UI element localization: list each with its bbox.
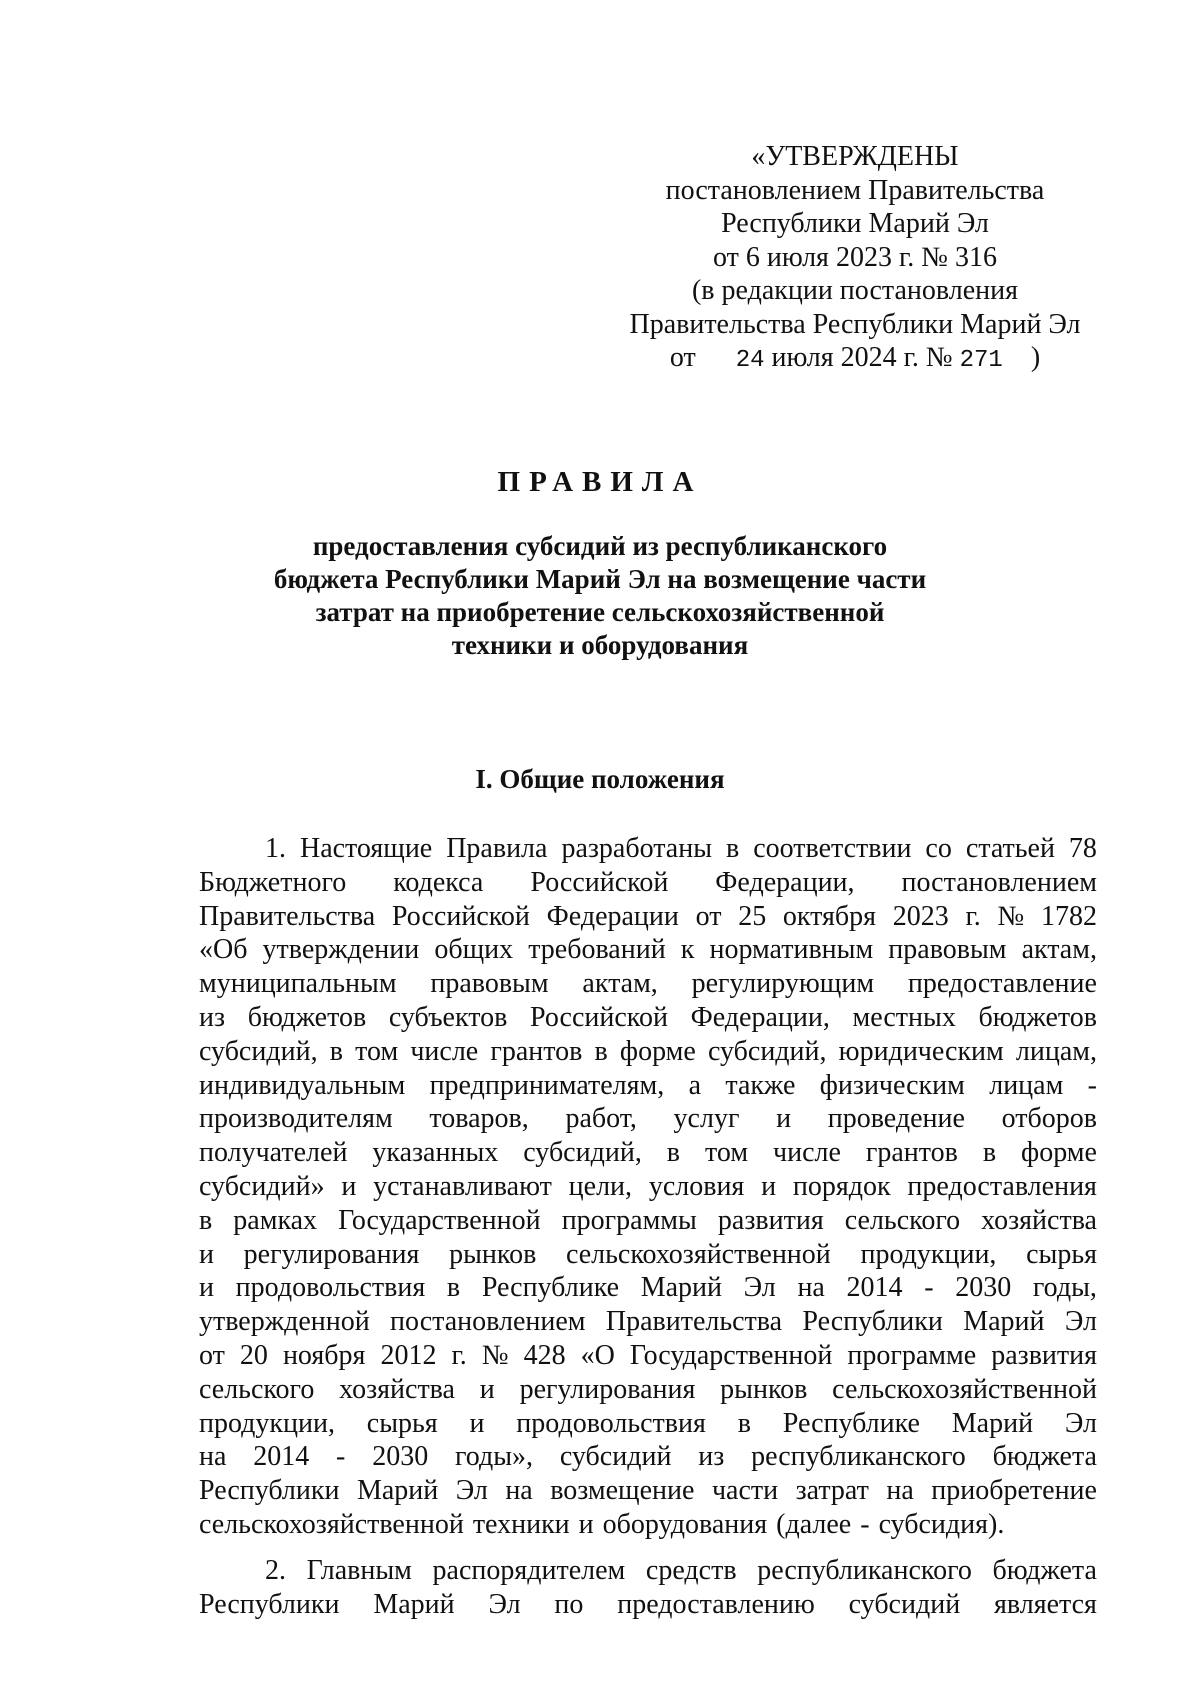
paragraph-2 <box>199 1554 1097 1622</box>
word: 2030 <box>955 1272 1012 1304</box>
word: бюджета <box>992 1555 1097 1586</box>
paragraph-line <box>199 1136 1097 1170</box>
word: том <box>355 1035 399 1067</box>
word: Настоящие <box>299 833 433 864</box>
word: соответствии <box>753 833 912 864</box>
word: Республики <box>199 1475 340 1507</box>
word: индивидуальным <box>199 1069 406 1101</box>
word: от <box>695 900 722 932</box>
word: товаров, <box>429 1103 529 1135</box>
word: техники <box>472 1508 570 1540</box>
word: и <box>199 1272 214 1304</box>
word: программы <box>561 1204 697 1236</box>
word: Марий <box>640 1272 722 1304</box>
word: затрат <box>795 1475 869 1507</box>
word: форме <box>1021 1137 1097 1169</box>
word: на <box>199 1441 227 1473</box>
word: 2014 <box>846 1272 903 1304</box>
paragraph-line <box>199 1554 1097 1588</box>
word: развития <box>991 1339 1097 1371</box>
word: и <box>776 1103 792 1135</box>
paragraph-line <box>199 1373 1097 1407</box>
word: продовольствия <box>235 1272 426 1304</box>
approval-date-prefix: от <box>669 342 696 373</box>
word: продукции, <box>199 1407 335 1439</box>
approval-date-number: 271 <box>959 347 1003 374</box>
word: Марий <box>951 1407 1034 1439</box>
word: (далее <box>776 1508 852 1540</box>
word: г. <box>965 900 981 932</box>
word: Бюджетного <box>199 866 347 898</box>
word: к <box>680 934 695 966</box>
subtitle-line: затрат на приобретение сельскохозяйственной <box>315 597 885 627</box>
word: субъектов <box>388 1001 508 1033</box>
approval-line: (в редакции постановления <box>691 275 1019 306</box>
word: регулирующим <box>691 968 875 1000</box>
word: постановлением <box>390 1306 586 1338</box>
word: средств <box>645 1555 737 1586</box>
word: производителям <box>199 1103 393 1135</box>
word: сырья <box>366 1407 438 1439</box>
word: предпринимателям, <box>429 1069 665 1101</box>
paragraph-line <box>199 1407 1097 1441</box>
word: - <box>860 1508 870 1540</box>
word: проведение <box>827 1103 965 1135</box>
word: «О <box>580 1339 615 1371</box>
approval-line: «УТВЕРЖДЕНЫ <box>751 141 959 172</box>
word: Марий <box>356 1475 439 1507</box>
word: общих <box>434 934 514 966</box>
word: Республике <box>782 1407 920 1439</box>
word: указанных <box>372 1137 499 1169</box>
word: приобретение <box>931 1475 1097 1507</box>
word: сельскохозяйственной <box>565 1238 831 1270</box>
word: Эл <box>455 1475 488 1507</box>
approval-line: постановлением Правительства <box>665 174 1045 206</box>
word: в <box>329 1035 343 1067</box>
word: 428 <box>523 1339 566 1371</box>
paragraph-line <box>199 1102 1097 1136</box>
word: актам, <box>582 968 658 1000</box>
word: юридическим <box>838 1035 1004 1067</box>
word: и <box>479 1373 495 1405</box>
word: на <box>886 1475 914 1507</box>
word: возмещение <box>550 1475 695 1507</box>
word: рынков <box>449 1238 537 1270</box>
word: Эл <box>1064 1407 1097 1439</box>
word: сельскохозяйственной <box>832 1373 1097 1405</box>
word: по <box>554 1588 584 1620</box>
word: Главным <box>306 1555 412 1586</box>
word: Государственной <box>629 1339 833 1371</box>
paragraph-line <box>199 900 1097 934</box>
word: сельского <box>199 1373 315 1405</box>
word: бюджетов <box>978 1001 1097 1033</box>
word: Правила <box>446 833 548 864</box>
word: Российской <box>530 866 669 898</box>
word: части <box>711 1475 779 1507</box>
word: правовым <box>430 968 549 1000</box>
word: цели, <box>568 1170 633 1202</box>
word: требований <box>528 934 666 966</box>
word: субсидий, <box>707 1035 827 1067</box>
word: - <box>924 1272 934 1304</box>
word: субсидий, <box>199 1035 318 1067</box>
word: программе <box>847 1339 977 1371</box>
word: числе <box>773 1137 841 1169</box>
word: распорядителем <box>432 1555 626 1586</box>
word: субсидия). <box>878 1508 1005 1540</box>
word: в <box>199 1204 213 1236</box>
word: физическим <box>819 1069 965 1101</box>
document-title: ПРАВИЛА <box>497 466 703 498</box>
word: 2023 <box>892 900 949 932</box>
word: утвержденной <box>199 1306 370 1338</box>
word: устанавливают <box>373 1170 552 1202</box>
word: правовым <box>888 934 1007 966</box>
word: разработаны <box>561 833 713 864</box>
word: регулирования <box>243 1238 420 1270</box>
approval-date-day: 24 <box>735 347 765 374</box>
paragraph-line <box>199 1588 1097 1622</box>
word: - <box>1087 1069 1097 1101</box>
word: кодекса <box>393 866 484 898</box>
word: Марий <box>963 1306 1045 1338</box>
word: и <box>578 1508 594 1540</box>
word: - <box>336 1441 346 1473</box>
approval-block <box>600 140 1110 378</box>
word: регулирования <box>519 1373 696 1405</box>
word: статьей <box>965 833 1055 864</box>
word: г. <box>451 1339 467 1371</box>
paragraph-line <box>199 1508 1097 1542</box>
word: из <box>698 1441 725 1473</box>
word: со <box>925 833 952 864</box>
word: 20 <box>239 1339 268 1371</box>
word: развития <box>717 1204 824 1236</box>
word: в <box>982 1137 997 1169</box>
subtitle-line: техники и оборудования <box>451 630 749 660</box>
word: сырья <box>1026 1238 1097 1270</box>
paragraph-line <box>199 1271 1097 1305</box>
word: Федерации <box>546 900 679 932</box>
word: местных <box>852 1001 956 1033</box>
word: 2030 <box>372 1441 429 1473</box>
word: отборов <box>1001 1103 1097 1135</box>
word: также <box>725 1069 796 1101</box>
word: условия <box>648 1170 745 1202</box>
word: в <box>737 1407 751 1439</box>
paragraph-line <box>199 1440 1097 1474</box>
word: в <box>446 1272 461 1304</box>
word: Российской <box>391 900 530 932</box>
word: предоставление <box>907 968 1097 1000</box>
word: субсидий» <box>199 1170 325 1202</box>
paragraph-line <box>199 1001 1097 1035</box>
document-subtitle <box>0 530 1200 662</box>
word: Эл <box>488 1588 521 1620</box>
word: муниципальным <box>199 968 397 1000</box>
word: форме <box>619 1035 696 1067</box>
word: сельскохозяйственной <box>199 1508 464 1540</box>
word: республиканского <box>751 1441 966 1473</box>
word: Федерации, <box>690 1001 830 1033</box>
paragraph-line <box>199 933 1097 967</box>
word: лицам, <box>1015 1035 1097 1067</box>
word: в <box>594 1035 608 1067</box>
word: хозяйства <box>981 1204 1097 1236</box>
word: № <box>997 900 1025 932</box>
word: а <box>688 1069 702 1101</box>
word: субсидий <box>848 1588 961 1620</box>
paragraph-line <box>199 832 1097 866</box>
word: нормативным <box>709 934 874 966</box>
word: и <box>761 1170 777 1202</box>
word: лицам <box>989 1069 1064 1101</box>
word: и <box>199 1238 214 1270</box>
word: в <box>726 833 740 864</box>
word: годы, <box>1032 1272 1097 1304</box>
paragraph-line <box>199 967 1097 1001</box>
paragraph-line <box>199 1204 1097 1238</box>
word: продукции, <box>860 1238 997 1270</box>
paragraph-line <box>199 866 1097 900</box>
word: 1782 <box>1040 900 1097 932</box>
word: субсидий, <box>523 1137 642 1169</box>
word: продовольствия <box>516 1407 706 1439</box>
word: субсидий <box>559 1441 672 1473</box>
word: оборудования <box>602 1508 768 1540</box>
word: 2. <box>265 1555 286 1586</box>
word: Эл <box>743 1272 776 1304</box>
word: Республики <box>802 1306 943 1338</box>
word: республиканского <box>757 1555 972 1586</box>
word: на <box>505 1475 533 1507</box>
word: от <box>199 1339 225 1371</box>
word: предоставления <box>907 1170 1097 1202</box>
word: услуг <box>673 1103 740 1135</box>
word: бюджетов <box>247 1001 367 1033</box>
word: Правительства <box>605 1306 783 1338</box>
word: 78 <box>1068 833 1097 864</box>
approval-line: Правительства Республики Марий Эл <box>629 308 1081 340</box>
subtitle-line: предоставления субсидий из республиканского <box>312 531 888 561</box>
paragraph-line <box>199 1238 1097 1272</box>
word: грантов <box>865 1137 958 1169</box>
word: годы», <box>455 1441 534 1473</box>
word: рынков <box>720 1373 808 1405</box>
word: хозяйства <box>339 1373 455 1405</box>
word: грантов <box>490 1035 583 1067</box>
word: Марий <box>373 1588 455 1620</box>
word: Российской <box>529 1001 668 1033</box>
paragraph-line <box>199 1035 1097 1069</box>
word: в <box>666 1137 681 1169</box>
word: получателей <box>199 1137 348 1169</box>
word: утверждении <box>262 934 420 966</box>
word: Республики <box>199 1588 340 1620</box>
word: из <box>199 1001 226 1033</box>
word: работ, <box>565 1103 637 1135</box>
word: Федерации, <box>715 866 855 898</box>
word: Республике <box>481 1272 620 1304</box>
paragraph-line <box>199 1170 1097 1204</box>
word: бюджета <box>992 1441 1097 1473</box>
subtitle-line: бюджета Республики Марий Эл на возмещение части <box>273 564 927 594</box>
word: на <box>797 1272 825 1304</box>
word: Эл <box>1064 1306 1097 1338</box>
word: ноября <box>282 1339 366 1371</box>
section-heading: I. Общие положения <box>475 764 725 794</box>
word: Правительства <box>199 900 376 932</box>
word: рамках <box>233 1204 318 1236</box>
word: и <box>469 1407 485 1439</box>
word: 1. <box>265 833 286 864</box>
word: актам, <box>1021 934 1097 966</box>
word: предоставлению <box>617 1588 815 1620</box>
word: № <box>481 1339 509 1371</box>
paragraph-line <box>199 1474 1097 1508</box>
approval-line: Республики Марий Эл <box>721 208 989 239</box>
approval-line: от 6 июля 2023 г. № 316 <box>713 241 997 273</box>
word: октября <box>782 900 877 932</box>
approval-date-middle: июля 2024 г. № <box>771 342 953 373</box>
word: является <box>994 1588 1097 1620</box>
word: числе <box>410 1035 479 1067</box>
paragraph-line <box>199 1069 1097 1103</box>
word: Государственной <box>338 1204 541 1236</box>
word: 25 <box>738 900 767 932</box>
paragraph-line <box>199 1305 1097 1339</box>
approval-date-suffix: ) <box>1030 342 1041 373</box>
word: и <box>341 1170 357 1202</box>
approval-date-line <box>600 341 1110 378</box>
word: 2014 <box>253 1441 310 1473</box>
word: том <box>704 1137 749 1169</box>
paragraph-1 <box>199 832 1097 1542</box>
paragraph-line <box>199 1339 1097 1373</box>
word: постановлением <box>901 866 1097 898</box>
word: сельского <box>844 1204 961 1236</box>
word: порядок <box>792 1170 891 1202</box>
word: «Об <box>199 934 248 966</box>
word: 2012 <box>380 1339 437 1371</box>
